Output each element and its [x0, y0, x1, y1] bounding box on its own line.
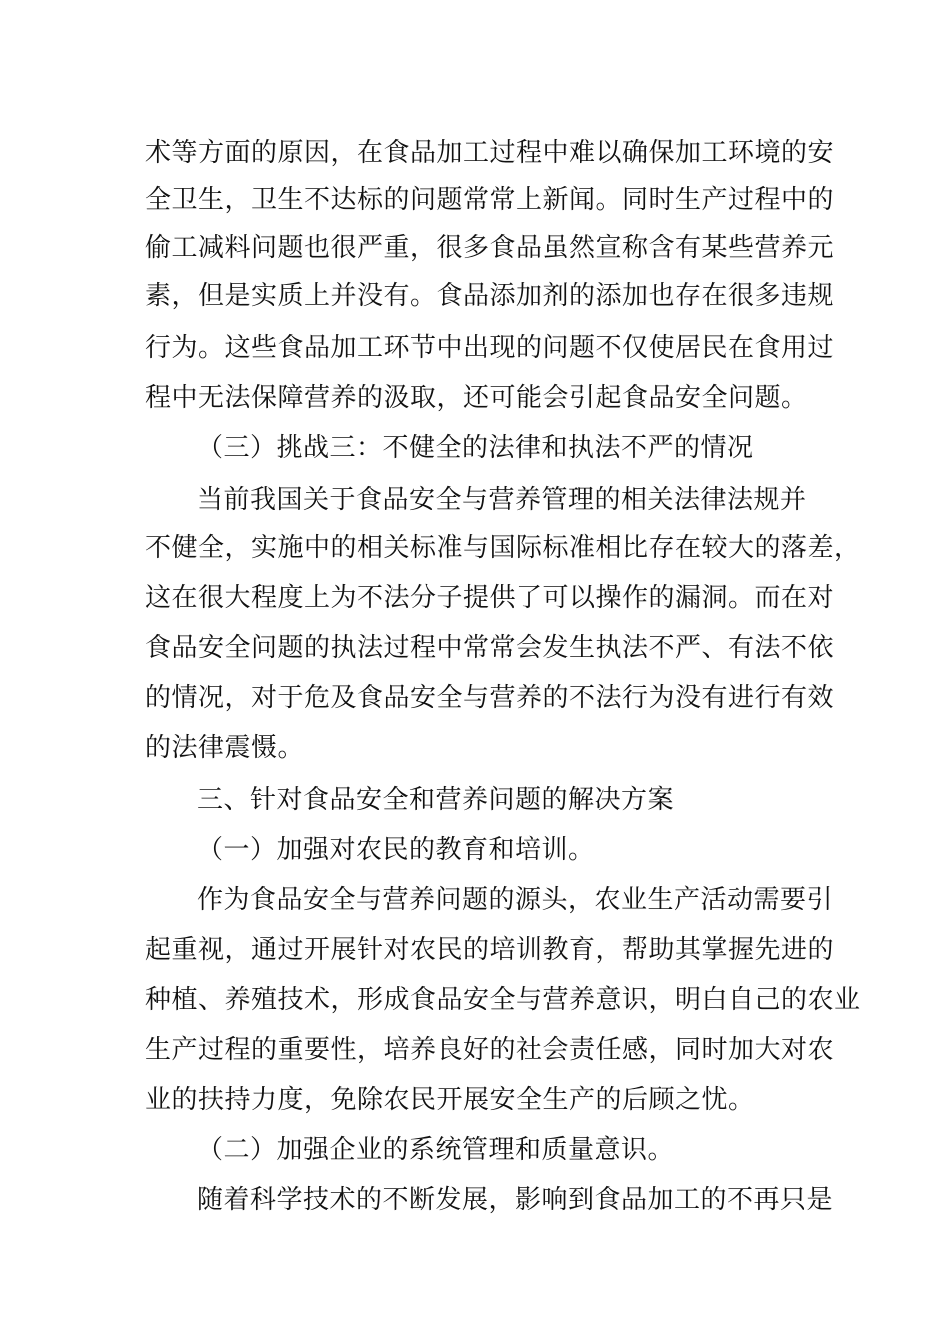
body-text-line: 素，但是实质上并没有。食品添加剂的添加也存在很多违规	[145, 281, 835, 311]
section-heading: （二）加强企业的系统管理和质量意识。	[197, 1135, 675, 1165]
body-text-line: 的法律震慑。	[145, 733, 305, 763]
section-heading: （三）挑战三：不健全的法律和执法不严的情况	[197, 433, 754, 463]
body-text-line: 这在很大程度上为不法分子提供了可以操作的漏洞。而在对	[145, 583, 835, 613]
body-text-line: 术等方面的原因，在食品加工过程中难以确保加工环境的安	[145, 138, 835, 168]
body-text-line: 全卫生，卫生不达标的问题常常上新闻。同时生产过程中的	[145, 185, 835, 215]
body-text-line: 食品安全问题的执法过程中常常会发生执法不严、有法不依	[145, 633, 835, 663]
body-text-line: 的情况，对于危及食品安全与营养的不法行为没有进行有效	[145, 683, 835, 713]
chapter-heading: 三、针对食品安全和营养问题的解决方案	[197, 785, 675, 815]
body-text-line: 不健全，实施中的相关标准与国际标准相比存在较大的落差，	[145, 533, 861, 563]
body-text-line: 行为。这些食品加工环节中出现的问题不仅使居民在食用过	[145, 333, 835, 363]
body-text-line: 业的扶持力度，免除农民开展安全生产的后顾之忧。	[145, 1085, 755, 1115]
paragraph-first-line: 随着科学技术的不断发展，影响到食品加工的不再只是	[197, 1185, 834, 1215]
body-text-line: 起重视，通过开展针对农民的培训教育，帮助其掌握先进的	[145, 935, 835, 965]
body-text-line: 偷工减料问题也很严重，很多食品虽然宣称含有某些营养元	[145, 233, 835, 263]
body-text-line: 种植、养殖技术，形成食品安全与营养意识，明白自己的农业	[145, 985, 861, 1015]
section-heading: （一）加强对农民的教育和培训。	[197, 835, 595, 865]
paragraph-first-line: 作为食品安全与营养问题的源头，农业生产活动需要引	[197, 885, 834, 915]
body-text-line: 生产过程的重要性，培养良好的社会责任感，同时加大对农	[145, 1035, 835, 1065]
paragraph-first-line: 当前我国关于食品安全与营养管理的相关法律法规并	[197, 485, 807, 515]
body-text-line: 程中无法保障营养的汲取，还可能会引起食品安全问题。	[145, 383, 808, 413]
